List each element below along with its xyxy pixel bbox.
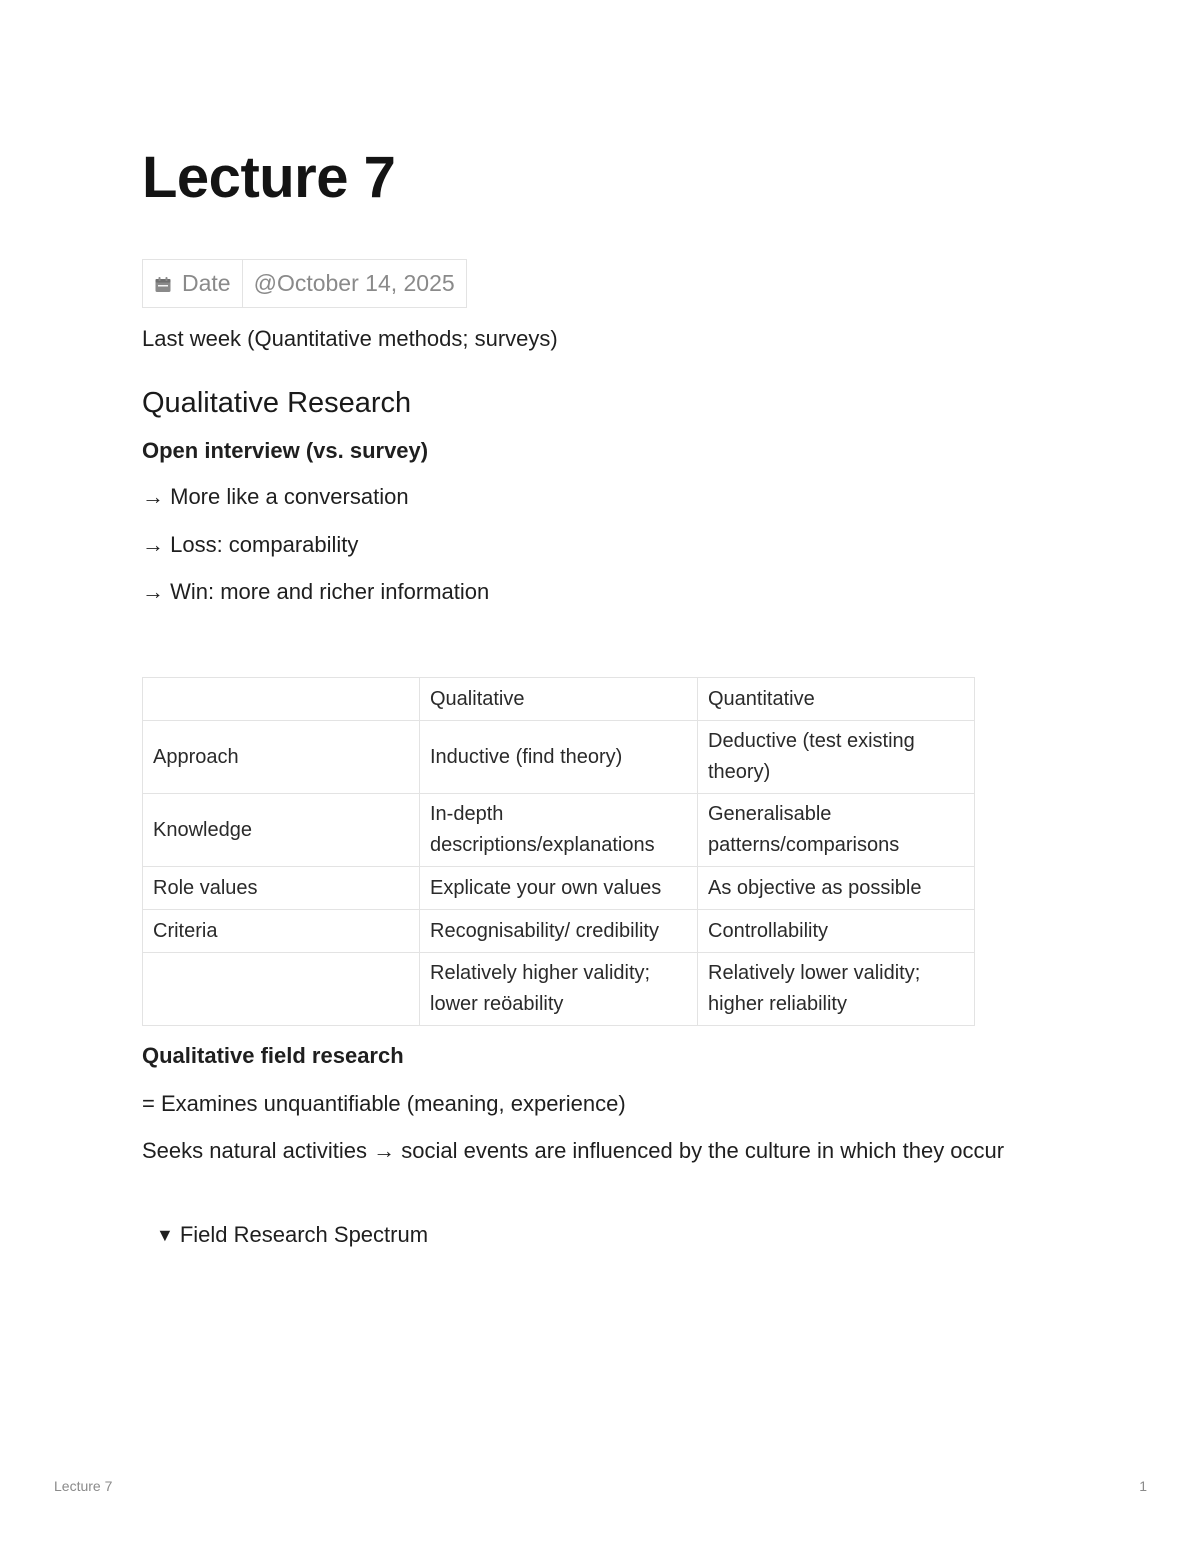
toggle-label: Field Research Spectrum — [179, 1222, 429, 1247]
intro-text: Last week (Quantitative methods; surveys) — [142, 326, 558, 351]
property-row-date — [143, 260, 467, 308]
property-value-date[interactable]: @October 14, 2025 — [242, 260, 466, 308]
table-header-cell: Quantitative — [698, 678, 975, 721]
table-row — [143, 867, 975, 910]
table-cell: Inductive (find theory) — [420, 721, 698, 794]
table-header-cell — [143, 678, 420, 721]
table-cell: Explicate your own values — [420, 867, 698, 910]
list-item: → Loss: comparability — [142, 532, 359, 557]
table-cell: Knowledge — [143, 794, 420, 867]
property-name-cell — [143, 260, 243, 308]
list-item: → More like a conversation — [142, 484, 409, 509]
open-interview-heading: Open interview (vs. survey) — [142, 438, 429, 463]
field-research-definition: = Examines unquantifiable (meaning, experience) — [142, 1091, 626, 1116]
page-title: Lecture 7 — [142, 145, 396, 210]
table-row — [143, 953, 975, 1026]
toggle-field-research-spectrum[interactable] — [156, 1218, 428, 1252]
page-number: 1 — [1139, 1478, 1147, 1494]
list-item: → Win: more and richer information — [142, 579, 490, 604]
field-research-heading: Qualitative field research — [142, 1043, 404, 1068]
property-label-date: Date — [182, 270, 231, 296]
table-cell: As objective as possible — [698, 867, 975, 910]
table-cell: Deductive (test existing theory) — [698, 721, 975, 794]
properties-table — [142, 259, 467, 308]
table-cell: Generalisable patterns/comparisons — [698, 794, 975, 867]
table-cell — [143, 953, 420, 1026]
field-research-description: Seeks natural activities → social events are influenced by the culture in which they occur — [142, 1138, 1005, 1163]
table-cell: Recognisability/ credibility — [420, 910, 698, 953]
table-cell: In-depth descriptions/explanations — [420, 794, 698, 867]
table-row — [143, 910, 975, 953]
comparison-table — [142, 677, 975, 1026]
calendar-icon — [154, 276, 172, 294]
table-cell: Relatively lower validity; higher reliability — [698, 953, 975, 1026]
table-cell: Relatively higher validity; lower reöability — [420, 953, 698, 1026]
section-heading: Qualitative Research — [142, 387, 412, 419]
table-row — [143, 794, 975, 867]
table-cell: Criteria — [143, 910, 420, 953]
table-header-cell: Qualitative — [420, 678, 698, 721]
table-cell: Controllability — [698, 910, 975, 953]
table-header-row — [143, 678, 975, 721]
triangle-down-icon[interactable]: ▼ — [156, 1225, 174, 1245]
footer-title: Lecture 7 — [54, 1478, 113, 1494]
table-cell: Role values — [143, 867, 420, 910]
table-cell: Approach — [143, 721, 420, 794]
table-row — [143, 721, 975, 794]
